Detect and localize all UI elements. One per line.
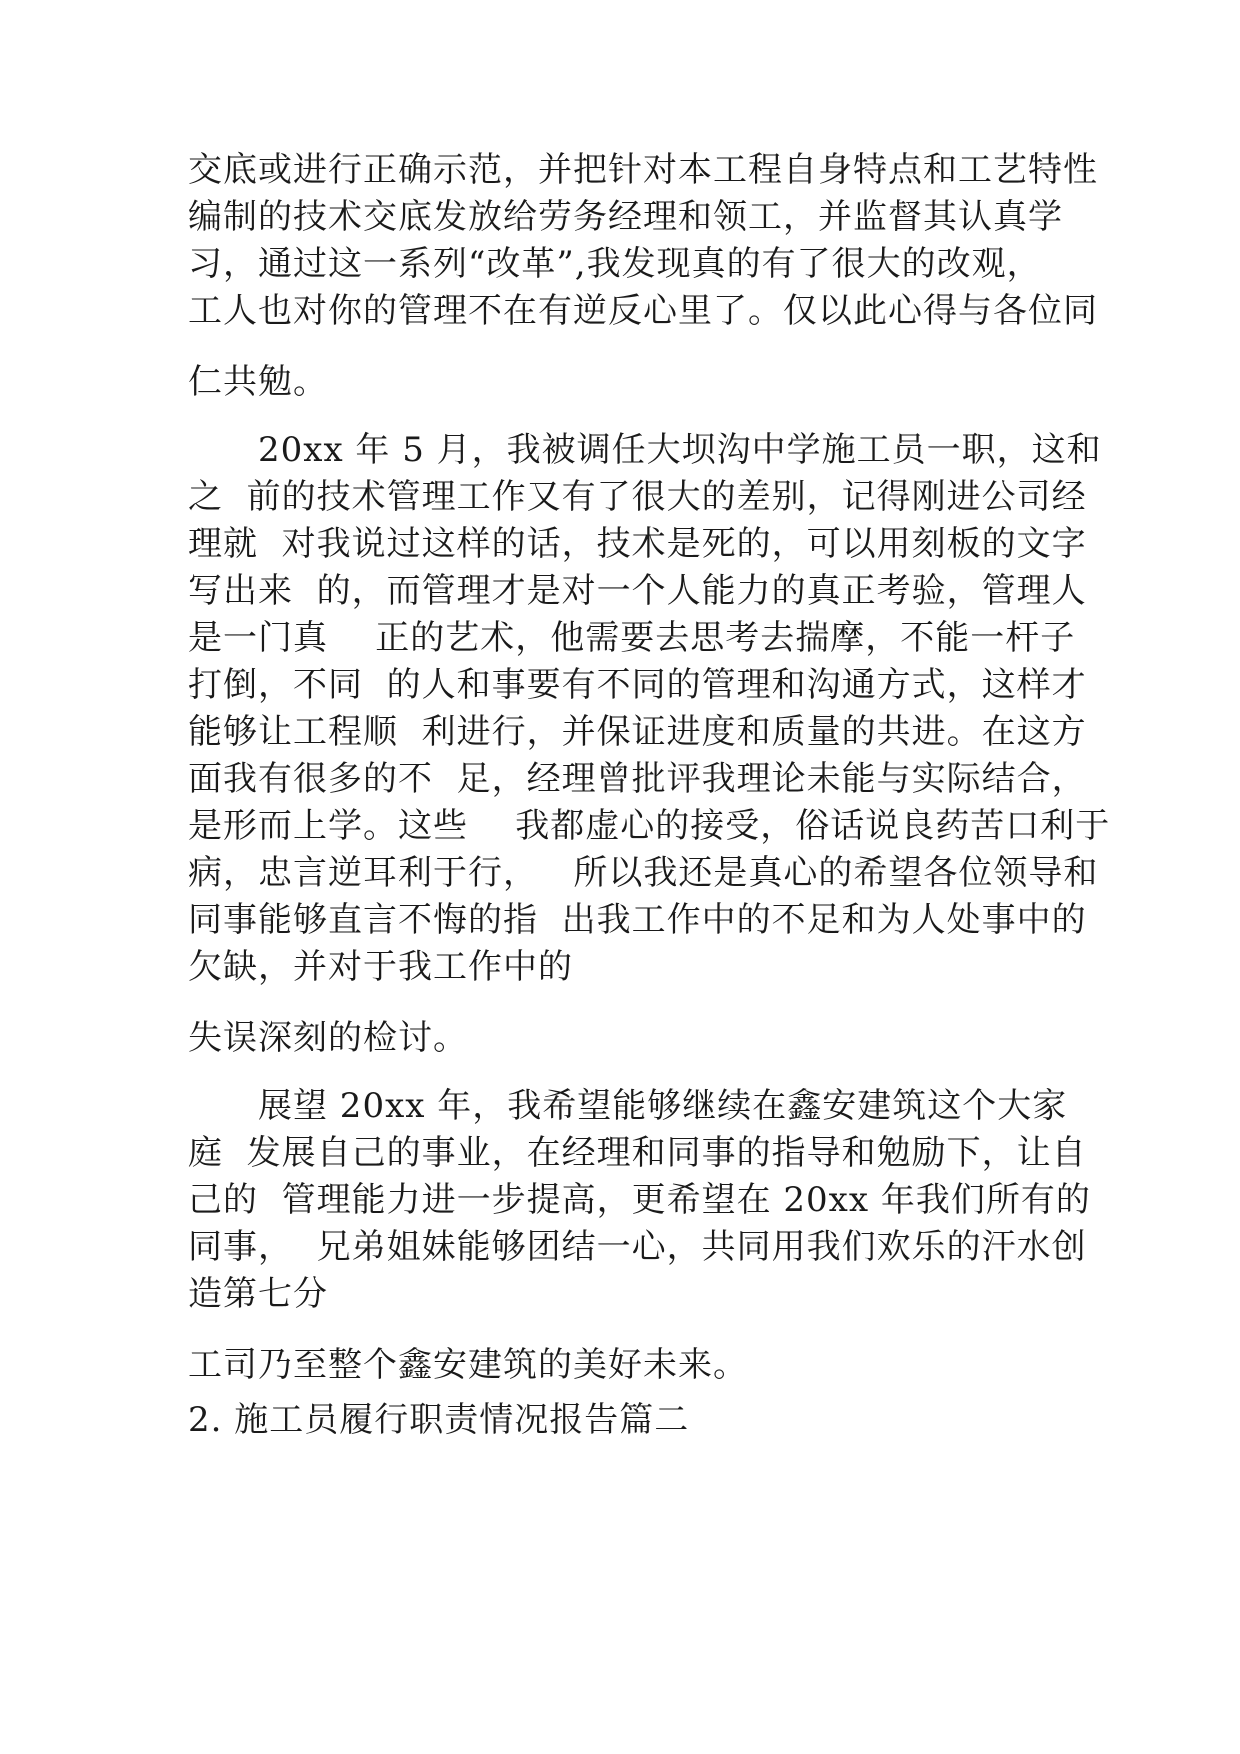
text-line: 理就 对我说过这样的话，技术是死的，可以用刻板的文字 xyxy=(188,524,1087,564)
text-line: 欠缺，并对于我工作中的 xyxy=(188,947,573,987)
text-line: 打倒，不同 的人和事要有不同的管理和沟通方式，这样才 xyxy=(188,665,1087,705)
text-line: 工人也对你的管理不在有逆反心里了。仅以此心得与各位同 xyxy=(188,291,1098,331)
text-line: 能够让工程顺 利进行，并保证进度和质量的共进。在这方 xyxy=(188,712,1087,752)
text-line: 面我有很多的不 足，经理曾批评我理论未能与实际结合， xyxy=(188,759,1087,799)
text-line: 展望 20xx 年，我希望能够继续在鑫安建筑这个大家 xyxy=(188,1086,1068,1126)
text-line: 同事， 兄弟姐妹能够团结一心，共同用我们欢乐的汗水创 xyxy=(188,1227,1087,1267)
section-heading: 2. 施工员履行职责情况报告篇二 xyxy=(188,1400,690,1440)
text-line: 失误深刻的检讨。 xyxy=(188,1018,468,1058)
text-line: 仁共勉。 xyxy=(188,362,328,402)
text-line: 写出来 的，而管理才是对一个人能力的真正考验，管理人 xyxy=(188,571,1087,611)
text-line: 20xx 年 5 月，我被调任大坝沟中学施工员一职，这和 xyxy=(188,430,1102,470)
text-line: 同事能够直言不悔的指 出我工作中的不足和为人处事中的 xyxy=(188,900,1087,940)
text-line: 庭 发展自己的事业，在经理和同事的指导和勉励下，让自 xyxy=(188,1133,1087,1173)
text-line: 习，通过这一系列“改革”,我发现真的有了很大的改观， xyxy=(188,244,1042,284)
text-line: 己的 管理能力进一步提高，更希望在 20xx 年我们所有的 xyxy=(188,1180,1091,1220)
text-line: 是形而上学。这些 我都虚心的接受，俗话说良药苦口利于 xyxy=(188,806,1111,846)
text-line: 病，忠言逆耳利于行， 所以我还是真心的希望各位领导和 xyxy=(188,853,1099,893)
text-line: 之 前的技术管理工作又有了很大的差别，记得刚进公司经 xyxy=(188,477,1087,517)
text-line: 交底或进行正确示范，并把针对本工程自身特点和工艺特性 xyxy=(188,150,1098,190)
text-line: 造第七分 xyxy=(188,1274,328,1314)
text-line: 是一门真 正的艺术，他需要去思考去揣摩，不能一杆子 xyxy=(188,618,1076,658)
text-line: 工司乃至整个鑫安建筑的美好未来。 xyxy=(188,1345,748,1385)
text-line: 编制的技术交底发放给劳务经理和领工，并监督其认真学 xyxy=(188,197,1063,237)
